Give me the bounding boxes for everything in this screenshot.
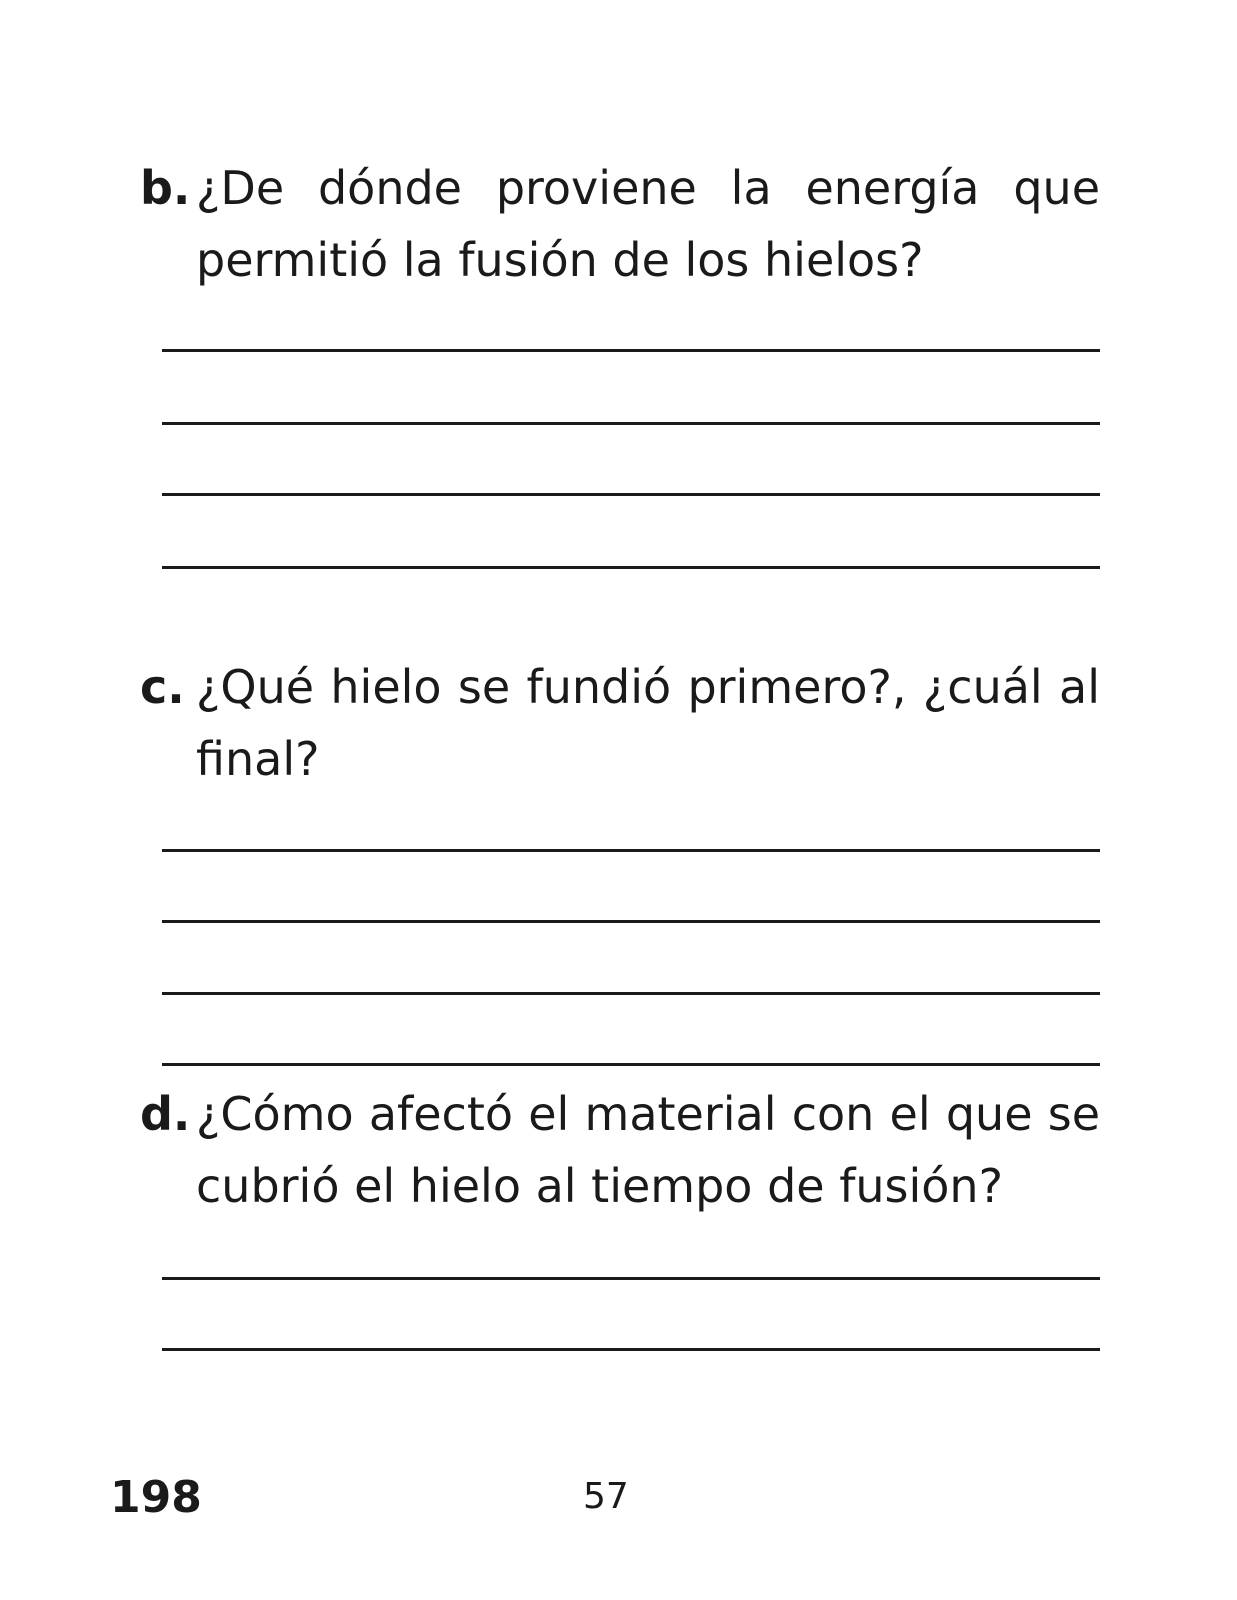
- answer-line[interactable]: [162, 493, 1100, 496]
- question-letter: c.: [140, 660, 185, 714]
- question-c: [140, 651, 1100, 795]
- folio-number: 57: [583, 1476, 629, 1517]
- answer-line[interactable]: [162, 920, 1100, 923]
- answer-line[interactable]: [162, 992, 1100, 995]
- question-letter: b.: [140, 161, 191, 215]
- answer-line[interactable]: [162, 349, 1100, 352]
- answer-line[interactable]: [162, 1348, 1100, 1351]
- answer-line[interactable]: [162, 849, 1100, 852]
- answer-line[interactable]: [162, 422, 1100, 425]
- page-number: 198: [110, 1472, 202, 1523]
- question-text: ¿Cómo afectó el material con el que se cubrió el hielo al tiempo de fusión?: [196, 1087, 1100, 1213]
- question-b: [140, 152, 1100, 296]
- answer-line[interactable]: [162, 1277, 1100, 1280]
- question-text: ¿Qué hielo se fundió primero?, ¿cuál al final?: [196, 660, 1100, 786]
- answer-line[interactable]: [162, 1063, 1100, 1066]
- question-letter: d.: [140, 1087, 191, 1141]
- question-d: [140, 1078, 1100, 1222]
- answer-line[interactable]: [162, 566, 1100, 569]
- question-text: ¿De dónde proviene la energía que permitió la fusión de los hielos?: [196, 161, 1100, 287]
